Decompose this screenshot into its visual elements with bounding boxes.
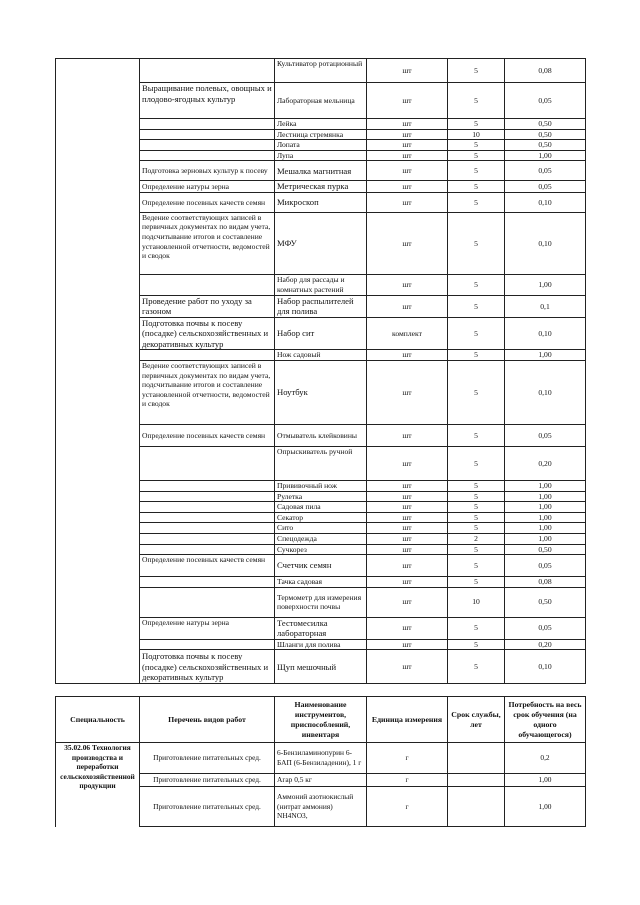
work-cell: Подготовка почвы к посеву (посадке) сельскохозяйственных и декоративных культур bbox=[140, 317, 275, 350]
need-cell: 0,08 bbox=[505, 59, 586, 83]
tool-cell: Мешалка магнитная bbox=[275, 161, 367, 181]
tool-cell: Садовая пила bbox=[275, 502, 367, 513]
work-cell: Определение натуры зерна bbox=[140, 181, 275, 193]
need-cell: 0,08 bbox=[505, 577, 586, 588]
life-cell: 2 bbox=[448, 533, 505, 544]
unit-cell: г bbox=[367, 743, 448, 774]
life-cell: 5 bbox=[448, 617, 505, 639]
need-cell: 0,10 bbox=[505, 192, 586, 212]
tool-cell: Нож садовый bbox=[275, 350, 367, 361]
specialty-cell bbox=[56, 59, 140, 640]
work-cell: Приготовление питательных сред. bbox=[140, 743, 275, 774]
tool-cell: Тестомесилка лабораторная bbox=[275, 617, 367, 639]
work-cell: Подготовка зерновых культур к посеву bbox=[140, 161, 275, 181]
life-cell: 5 bbox=[448, 83, 505, 119]
life-cell: 5 bbox=[448, 274, 505, 295]
life-cell: 5 bbox=[448, 577, 505, 588]
unit-cell: шт bbox=[367, 350, 448, 361]
need-cell: 0,50 bbox=[505, 129, 586, 140]
need-cell: 1,00 bbox=[505, 523, 586, 534]
specialty-code-cell: 35.02.06 Технология производства и переработки сельскохозяйственной продукции bbox=[56, 743, 140, 827]
need-cell: 0,10 bbox=[505, 212, 586, 274]
life-cell: 10 bbox=[448, 129, 505, 140]
need-cell: 0,50 bbox=[505, 544, 586, 555]
tool-cell: Лопата bbox=[275, 140, 367, 151]
unit-cell: шт bbox=[367, 544, 448, 555]
table-row bbox=[56, 639, 586, 650]
tool-cell: Отмыватель клейковины bbox=[275, 424, 367, 446]
need-cell: 1,00 bbox=[505, 491, 586, 502]
life-cell bbox=[448, 743, 505, 774]
need-cell: 0,05 bbox=[505, 555, 586, 577]
need-cell: 0,2 bbox=[505, 743, 586, 774]
unit-cell: шт bbox=[367, 512, 448, 523]
tool-cell: Секатор bbox=[275, 512, 367, 523]
table-row bbox=[56, 59, 586, 83]
life-cell: 5 bbox=[448, 192, 505, 212]
tool-cell: Спецодежда bbox=[275, 533, 367, 544]
need-cell: 0,50 bbox=[505, 587, 586, 617]
unit-cell: шт bbox=[367, 650, 448, 684]
unit-cell: шт bbox=[367, 295, 448, 317]
work-cell: Проведение работ по уходу за газоном bbox=[140, 295, 275, 317]
need-cell: 1,00 bbox=[505, 533, 586, 544]
unit-cell: шт bbox=[367, 587, 448, 617]
life-cell: 5 bbox=[448, 512, 505, 523]
tool-cell: Сучкорез bbox=[275, 544, 367, 555]
need-cell: 0,05 bbox=[505, 83, 586, 119]
work-cell bbox=[140, 129, 275, 140]
need-cell: 0,05 bbox=[505, 424, 586, 446]
need-cell: 0,20 bbox=[505, 446, 586, 480]
life-cell: 5 bbox=[448, 212, 505, 274]
need-cell: 1,00 bbox=[505, 150, 586, 161]
tool-cell: Лабораторная мельница bbox=[275, 83, 367, 119]
work-cell bbox=[140, 491, 275, 502]
life-cell: 5 bbox=[448, 59, 505, 83]
work-cell bbox=[140, 639, 275, 650]
unit-cell: шт bbox=[367, 140, 448, 151]
work-cell bbox=[140, 512, 275, 523]
need-cell: 1,00 bbox=[505, 787, 586, 827]
life-cell: 5 bbox=[448, 639, 505, 650]
table-row bbox=[56, 743, 586, 774]
unit-cell: шт bbox=[367, 192, 448, 212]
work-cell: Выращивание полевых, овощных и плодово-ягодных культур bbox=[140, 83, 275, 119]
work-cell bbox=[140, 274, 275, 295]
header-need: Потребность на весь срок обучения (на одного обучающегося) bbox=[505, 697, 586, 743]
tool-cell: Щуп мешочный bbox=[275, 650, 367, 684]
specialty-cell bbox=[56, 639, 140, 684]
tool-cell: Рулетка bbox=[275, 491, 367, 502]
need-cell: 0,05 bbox=[505, 161, 586, 181]
life-cell: 5 bbox=[448, 446, 505, 480]
life-cell: 5 bbox=[448, 350, 505, 361]
need-cell: 0,05 bbox=[505, 181, 586, 193]
unit-cell: шт bbox=[367, 533, 448, 544]
tool-cell: Метрическая пурка bbox=[275, 181, 367, 193]
unit-cell: шт bbox=[367, 161, 448, 181]
unit-cell: шт bbox=[367, 577, 448, 588]
tool-cell: Лупа bbox=[275, 150, 367, 161]
life-cell: 5 bbox=[448, 360, 505, 424]
unit-cell: шт bbox=[367, 424, 448, 446]
life-cell: 5 bbox=[448, 161, 505, 181]
life-cell: 5 bbox=[448, 523, 505, 534]
need-cell: 0,20 bbox=[505, 639, 586, 650]
life-cell: 5 bbox=[448, 491, 505, 502]
work-cell bbox=[140, 150, 275, 161]
need-cell: 1,00 bbox=[505, 274, 586, 295]
unit-cell: шт bbox=[367, 360, 448, 424]
need-cell: 1,00 bbox=[505, 480, 586, 491]
life-cell: 5 bbox=[448, 295, 505, 317]
work-cell bbox=[140, 523, 275, 534]
header-row bbox=[56, 697, 586, 743]
tool-cell: МФУ bbox=[275, 212, 367, 274]
need-cell: 1,00 bbox=[505, 350, 586, 361]
need-cell: 0,50 bbox=[505, 140, 586, 151]
tool-cell: Агар 0,5 кг bbox=[275, 774, 367, 787]
need-cell: 0,50 bbox=[505, 119, 586, 130]
need-cell: 0,10 bbox=[505, 317, 586, 350]
work-cell: Ведение соответствующих записей в первичных документах по видам учета, подсчитывание итогов и составление установленной отчетности, ведомостей и сводок bbox=[140, 212, 275, 274]
tool-cell: Тачка садовая bbox=[275, 577, 367, 588]
life-cell: 5 bbox=[448, 150, 505, 161]
work-cell: Подготовка почвы к посеву (посадке) сельскохозяйственных и декоративных культур bbox=[140, 650, 275, 684]
header-specialty: Специальность bbox=[56, 697, 140, 743]
tool-cell: Прививочный нож bbox=[275, 480, 367, 491]
unit-cell: шт bbox=[367, 83, 448, 119]
tool-cell: Шланги для полива bbox=[275, 639, 367, 650]
tool-cell: Лейка bbox=[275, 119, 367, 130]
tool-cell: Ноутбук bbox=[275, 360, 367, 424]
work-cell: Определение посевных качеств семян bbox=[140, 555, 275, 577]
life-cell: 5 bbox=[448, 544, 505, 555]
work-cell bbox=[140, 446, 275, 480]
unit-cell: шт bbox=[367, 150, 448, 161]
work-cell: Приготовление питательных сред. bbox=[140, 787, 275, 827]
unit-cell: шт bbox=[367, 555, 448, 577]
work-cell bbox=[140, 140, 275, 151]
unit-cell: шт bbox=[367, 181, 448, 193]
life-cell: 5 bbox=[448, 480, 505, 491]
need-cell: 1,00 bbox=[505, 502, 586, 513]
tool-cell: Набор распылителей для полива bbox=[275, 295, 367, 317]
need-cell: 0,1 bbox=[505, 295, 586, 317]
unit-cell: шт bbox=[367, 502, 448, 513]
work-cell bbox=[140, 544, 275, 555]
work-cell bbox=[140, 119, 275, 130]
need-cell: 1,00 bbox=[505, 774, 586, 787]
header-works: Перечень видов работ bbox=[140, 697, 275, 743]
specialty-table bbox=[55, 696, 586, 827]
need-cell: 0,10 bbox=[505, 360, 586, 424]
tool-cell: Микроскоп bbox=[275, 192, 367, 212]
header-unit: Единица измерения bbox=[367, 697, 448, 743]
work-cell: Приготовление питательных сред. bbox=[140, 774, 275, 787]
life-cell: 5 bbox=[448, 119, 505, 130]
work-cell: Определение посевных качеств семян bbox=[140, 424, 275, 446]
tool-cell: Счетчик семян bbox=[275, 555, 367, 577]
work-cell: Определение натуры зерна bbox=[140, 617, 275, 639]
need-cell: 0,10 bbox=[505, 650, 586, 684]
tool-cell: Набор сит bbox=[275, 317, 367, 350]
unit-cell: шт bbox=[367, 523, 448, 534]
work-cell bbox=[140, 502, 275, 513]
equipment-table bbox=[55, 58, 586, 684]
unit-cell: шт bbox=[367, 491, 448, 502]
need-cell: 0,05 bbox=[505, 617, 586, 639]
life-cell: 5 bbox=[448, 317, 505, 350]
unit-cell: шт bbox=[367, 480, 448, 491]
header-life: Срок службы, лет bbox=[448, 697, 505, 743]
life-cell: 5 bbox=[448, 424, 505, 446]
work-cell bbox=[140, 59, 275, 83]
work-cell: Определение посевных качеств семян bbox=[140, 192, 275, 212]
life-cell: 5 bbox=[448, 140, 505, 151]
tool-cell: 6-Бензиламинопурин 6-БАП (6-Бензиладенин), 1 г bbox=[275, 743, 367, 774]
work-cell bbox=[140, 587, 275, 617]
life-cell bbox=[448, 774, 505, 787]
work-cell bbox=[140, 480, 275, 491]
need-cell: 1,00 bbox=[505, 512, 586, 523]
life-cell bbox=[448, 787, 505, 827]
unit-cell: г bbox=[367, 787, 448, 827]
unit-cell: шт bbox=[367, 446, 448, 480]
work-cell bbox=[140, 350, 275, 361]
unit-cell: шт bbox=[367, 617, 448, 639]
life-cell: 5 bbox=[448, 555, 505, 577]
unit-cell: шт bbox=[367, 212, 448, 274]
unit-cell: комплект bbox=[367, 317, 448, 350]
tool-cell: Набор для рассады и комнатных растений bbox=[275, 274, 367, 295]
work-cell bbox=[140, 577, 275, 588]
unit-cell: шт bbox=[367, 119, 448, 130]
life-cell: 10 bbox=[448, 587, 505, 617]
life-cell: 5 bbox=[448, 181, 505, 193]
work-cell bbox=[140, 533, 275, 544]
life-cell: 5 bbox=[448, 502, 505, 513]
tool-cell: Аммоний азотнокислый (нитрат аммония) NH4NO3, bbox=[275, 787, 367, 827]
header-tools: Наименование инструментов, приспособлений, инвентаря bbox=[275, 697, 367, 743]
tool-cell: Лестница стремянка bbox=[275, 129, 367, 140]
tool-cell: Сито bbox=[275, 523, 367, 534]
work-cell: Ведение соответствующих записей в первичных документах по видам учета, подсчитывание итогов и составление установленной отчетности, ведомостей и сводок bbox=[140, 360, 275, 424]
tool-cell: Культиватор ротационный bbox=[275, 59, 367, 83]
unit-cell: шт bbox=[367, 59, 448, 83]
unit-cell: шт bbox=[367, 639, 448, 650]
unit-cell: шт bbox=[367, 274, 448, 295]
unit-cell: г bbox=[367, 774, 448, 787]
tool-cell: Термометр для измерения поверхности почвы bbox=[275, 587, 367, 617]
unit-cell: шт bbox=[367, 129, 448, 140]
tool-cell: Опрыскиватель ручной bbox=[275, 446, 367, 480]
life-cell: 5 bbox=[448, 650, 505, 684]
